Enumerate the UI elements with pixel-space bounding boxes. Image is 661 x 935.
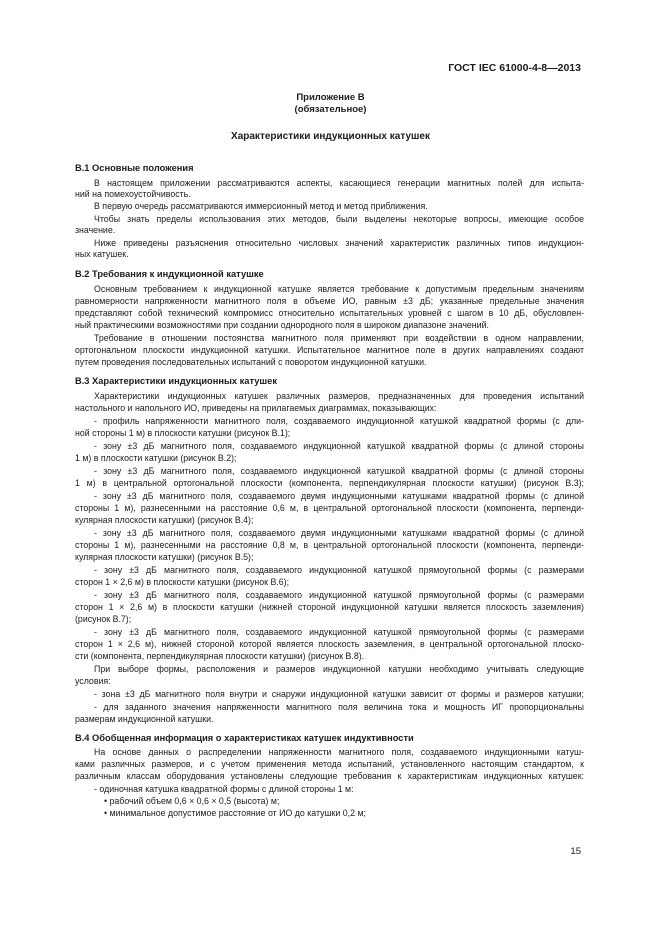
page-number: 15 xyxy=(570,846,581,857)
text-line: - зону ±3 дБ магнитного поля, создаваемого двумя индукционными катушками квадратной формы (с длиной xyxy=(94,491,584,501)
text-line: сторон 1 × 2,6 м) в плоскости катушки (нижней стороной индукционной катушки является плоскость заземления) xyxy=(75,602,584,612)
text-line: В настоящем приложении рассматриваются аспекты, касающиеся генерации магнитных полей для испыта- xyxy=(94,178,584,188)
text-line: ортогональном плоскости индукционной катушки. Испытательное магнитное поле в других направлениях создают xyxy=(75,345,584,355)
text-line: ный практическими возможностями при создании однородного поля в широком диапазоне значений. xyxy=(75,320,489,330)
text-line: - зону ±3 дБ магнитного поля, создаваемого индукционной катушкой прямоугольной формы (с размерами xyxy=(94,565,584,575)
text-line: - одиночная катушка квадратной формы с длиной стороны 1 м: xyxy=(94,784,354,794)
text-line: В первую очередь рассматриваются иммерсионный метод и метод приближения. xyxy=(94,201,428,211)
text-line: путем проведения последовательных испытаний с поворотом индукционной катушки. xyxy=(75,357,427,367)
text-line: Чтобы знать пределы использования этих методов, были выделены некоторые вопросы, имеющие особое xyxy=(94,214,584,224)
text-line: Ниже приведены разъяснения относительно числовых значений характеристик различных типов индукцион- xyxy=(94,238,584,248)
text-line: - зону ±3 дБ магнитного поля, создаваемого индукционной катушкой прямоугольной формы (с размерами xyxy=(94,590,584,600)
section-heading: В.4 Обобщенная информация о характеристиках катушек индуктивности xyxy=(75,733,414,743)
text-line: При выборе формы, расположения и размеров индукционной катушки необходимо учитывать следующие xyxy=(94,664,584,674)
section-heading: В.3 Характеристики индукционных катушек xyxy=(75,376,277,386)
text-line: настольного и напольного ИО, приведены на прилагаемых диаграммах, показывающих: xyxy=(75,403,437,413)
text-line: Требование в отношении постоянства магнитного поля применяют при воздействии в одном направлении, xyxy=(94,333,584,343)
text-line: ний на помехоустойчивость. xyxy=(75,189,191,199)
text-line: сти (компонента, перпендикулярная плоскости катушки) (рисунок В.8). xyxy=(75,651,365,661)
text-line: представляют собой технический компромисс относительно испытательных уровней с шагом в 10 дБ, обусловлен- xyxy=(75,308,584,318)
text-line: Характеристики индукционных катушек различных размеров, предназначенных для проведения испытаний xyxy=(94,391,584,401)
text-line: ных катушек. xyxy=(75,249,129,259)
text-line: ной стороны 1 м) в плоскости катушки (рисунок В.1); xyxy=(75,428,291,438)
text-line: значение. xyxy=(75,225,116,235)
text-line: условия: xyxy=(75,676,111,686)
text-line: сторон 1 × 2,6 м), нижней стороной которой является плоскость заземления, в центральной ортогональной плоско- xyxy=(75,639,584,649)
text-line: ками различных размеров, и с учетом применения метода испытаний, установленного настоящим стандартом, к xyxy=(75,759,584,769)
text-line: На основе данных о распределении напряженности магнитного поля, создаваемого индукционными катуш- xyxy=(94,747,584,757)
text-line: стороны 1 м), разнесенными на расстояние 0,6 м, в центральной ортогональной плоскости (компонента, перпенди- xyxy=(75,503,584,513)
text-line: - зону ±3 дБ магнитного поля, создаваемого индукционной катушкой квадратной формы (с длиной стороны xyxy=(94,441,584,451)
text-line: • минимальное допустимое расстояние от ИО до катушки 0,2 м; xyxy=(104,808,366,818)
text-line: - зону ±3 дБ магнитного поля, создаваемого индукционной катушкой квадратной формы (с длиной стороны xyxy=(94,466,584,476)
text-line: 1 м) в плоскости катушки (рисунок В.2); xyxy=(75,453,237,463)
text-line: • рабочий объем 0,6 × 0,6 × 0,5 (высота) м; xyxy=(104,796,280,806)
text-line: - профиль напряженности магнитного поля, создаваемого индукционной катушкой квадратной формы (с дли- xyxy=(94,416,584,426)
annex-status: (обязательное) xyxy=(294,104,367,115)
text-line: кулярная плоскости катушки) (рисунок В.5); xyxy=(75,552,254,562)
text-line: - зону ±3 дБ магнитного поля, создаваемого индукционной катушкой прямоугольной формы (с размерами xyxy=(94,627,584,637)
text-line: равномерности напряженности магнитного поля в объеме ИО, равным ±3 дБ; указанные предельные значения xyxy=(75,296,584,306)
text-line: - зона ±3 дБ магнитного поля внутри и снаружи индукционной катушки зависит от формы и размеров катушки; xyxy=(94,689,584,699)
section-heading: В.1 Основные положения xyxy=(75,163,194,173)
text-line: (рисунок В.7); xyxy=(75,614,132,624)
text-line: различным классам оборудования установлены следующие требования к характеристикам индукционных катушек: xyxy=(75,771,584,781)
text-line: кулярная плоскости катушки) (рисунок В.4); xyxy=(75,515,254,525)
text-line: - зону ±3 дБ магнитного поля, создаваемого двумя индукционными катушками квадратной формы (с длиной xyxy=(94,528,584,538)
text-line: размерам индукционной катушки. xyxy=(75,714,214,724)
text-line: сторон 1 × 2,6 м) в плоскости катушки (рисунок В.6); xyxy=(75,577,290,587)
document-header: ГОСТ IEC 61000-4-8—2013 xyxy=(448,62,581,74)
text-line: - для заданного значения напряженности магнитного поля величина тока и мощность ИГ пропорциональны xyxy=(94,702,584,712)
annex-heading: Характеристики индукционных катушек xyxy=(231,131,430,142)
annex-title: Приложение В xyxy=(296,92,365,103)
text-line: стороны 1 м), разнесенными на расстояние 0,8 м, в центральной ортогональной плоскости (компонента, перпенди- xyxy=(75,540,584,550)
text-line: Основным требованием к индукционной катушке является требование к допустимым предельным значениям xyxy=(94,284,584,294)
section-heading: В.2 Требования к индукционной катушке xyxy=(75,269,264,279)
text-line: 1 м) в центральной ортогональной плоскости (компонента, перпендикулярная плоскости катушки) (рисунок В.3); xyxy=(75,478,584,488)
